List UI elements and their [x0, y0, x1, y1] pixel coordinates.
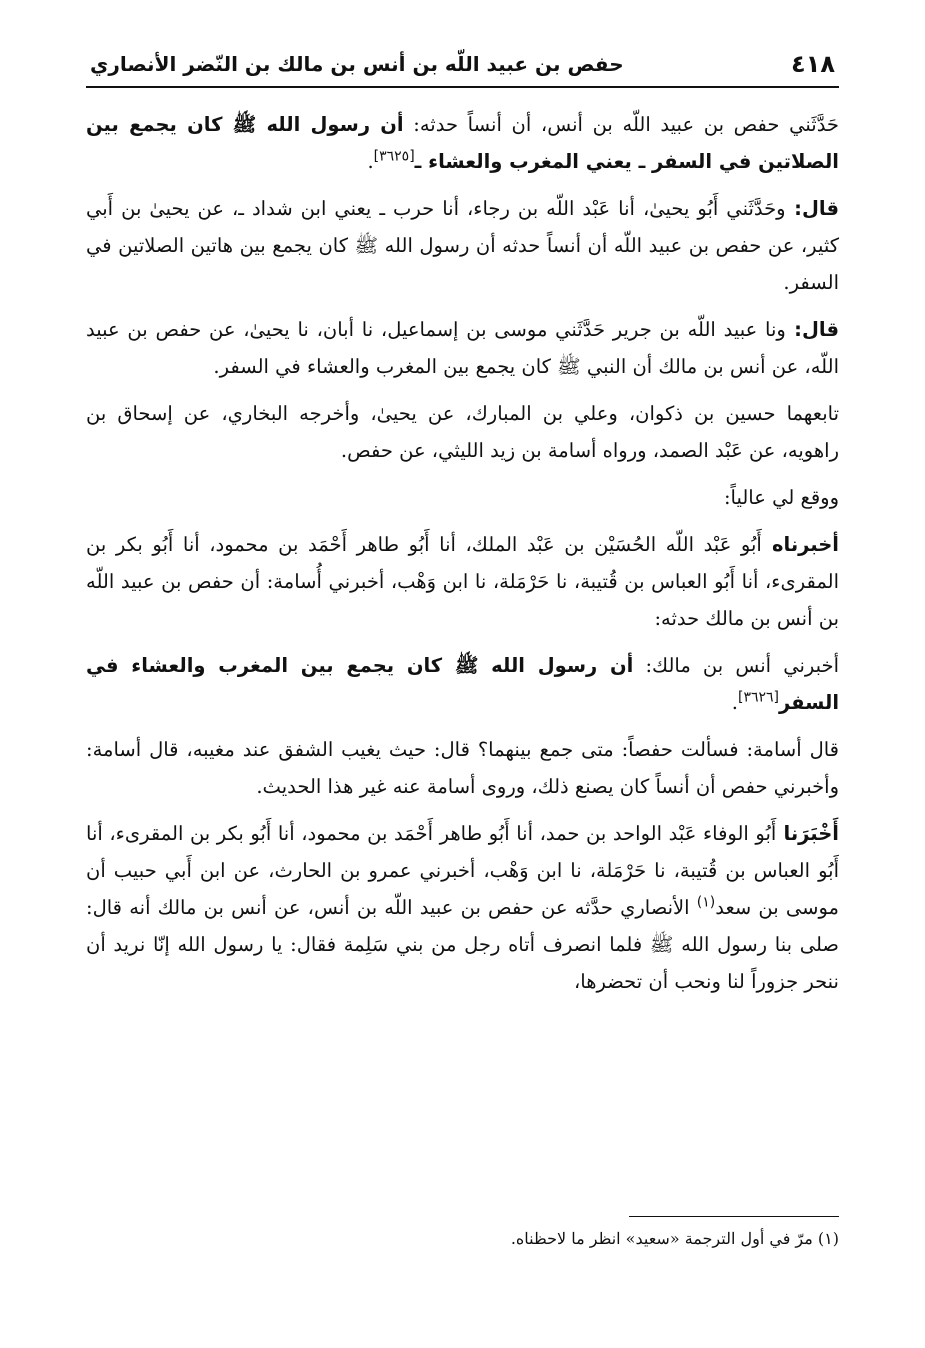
paragraph-text: ونا عبيد اللّه بن جرير حَدَّثَني موسى بن إسماعيل، نا أبان، نا يحيىٰ، عن حفص بن عبيد اللّه، عن أنس بن مالك أن النبي ﷺ كان يجمع بين المغرب والعشاء في السفر.: [86, 318, 839, 378]
paragraph-lead: أخبرناه: [761, 533, 839, 556]
hadith-text: أن رسول الله ﷺ كان يجمع بين الصلاتين في السفر ـ يعني المغرب والعشاء ـ: [86, 113, 839, 173]
paragraph: [86, 647, 839, 721]
paragraph: [86, 395, 839, 469]
footnote-marker: (١): [696, 894, 716, 911]
paragraph-text: قال أسامة: فسألت حفصاً: متى جمع بينهما؟ قال: حيث يغيب الشفق عند مغيبه، قال أسامة: وأخبرني حفص أن أنساً كان يصنع ذلك، وروى أسامة عنه غير هذا الحديث.: [86, 738, 839, 798]
paragraph-text: أَبُو الوفاء عَبْد الواحد بن حمد، أنا أَبُو طاهر أَحْمَد بن محمود، أنا أَبُو بكر بن المقرىء، أنا أَبُو العباس بن قُتيبة، نا حَرْمَلة، نا ابن وَهْب، أخبرني عمرو بن الحارث، عن ابن أَبي حبيب أن موسى بن سعد: [86, 822, 839, 919]
paragraph-text: وحَدَّثَني أَبُو يحيىٰ، أنا عَبْد اللّه بن رجاء، أنا حرب ـ يعني ابن شداد ـ، عن يحيىٰ بن أَبي كثير، عن حفص بن عبيد اللّه أن أنساً حدثه أن رسول الله ﷺ كان يجمع بين هاتين الصلاتين في السفر.: [86, 197, 839, 294]
paragraph-lead: قال:: [785, 318, 839, 341]
paragraph: [86, 479, 839, 516]
main-text: [86, 106, 839, 1010]
footnote-divider: [629, 1216, 839, 1217]
paragraph: [86, 311, 839, 385]
paragraph-text: حَدَّثَني حفص بن عبيد اللّه بن أنس، أن أنساً حدثه:: [403, 113, 839, 136]
hadith-number: [٣٦٢٥]: [373, 148, 415, 165]
paragraph-text: .: [367, 150, 374, 173]
paragraph-text: ووقع لي عالياً:: [723, 486, 839, 509]
paragraph: [86, 106, 839, 180]
paragraph: [86, 526, 839, 637]
paragraph-text: أَبُو عَبْد اللّه الحُسَيْن بن عَبْد الملك، أنا أَبُو طاهر أَحْمَد بن محمود، أنا أَبُو بكر بن المقرىء، أنا أَبُو العباس بن قُتيبة، نا حَرْمَلة، نا ابن وَهْب، أخبرني أُسامة: أن حفص بن عبيد اللّه بن أنس بن مالك حدثه:: [86, 533, 839, 630]
paragraph-lead: قال:: [785, 197, 839, 220]
paragraph-text: أخبرني أنس بن مالك:: [633, 654, 839, 677]
paragraph: [86, 190, 839, 301]
page-number: ٤١٨: [791, 50, 835, 78]
hadith-number: [٣٦٢٦]: [737, 689, 779, 706]
paragraph-lead: أَخْبَرَنا: [776, 822, 839, 845]
paragraph: [86, 815, 839, 1000]
page-header: [86, 48, 839, 88]
paragraph-text: تابعهما حسين بن ذكوان، وعلي بن المبارك، عن يحيىٰ، وأخرجه البخاري، عن إسحاق بن راهويه، عن عَبْد الصمد، ورواه أسامة بن زيد الليثي، عن حفص.: [86, 402, 839, 462]
footnote-text: (١) مرّ في أول الترجمة «سعيد» انظر ما لاحظناه.: [510, 1229, 839, 1248]
hadith-text: أن رسول الله ﷺ كان يجمع بين المغرب والعشاء في السفر: [86, 654, 839, 714]
paragraph-text: .: [731, 691, 738, 714]
paragraph: [86, 731, 839, 805]
paragraph-text: الأنصاري حدَّثه عن حفص بن عبيد اللّه بن أنس، عن أنس بن مالك أنه قال: صلى بنا رسول الله ﷺ فلما انصرف أتاه رجل من بني سَلِمة فقال: يا رسول الله إنّا نريد أن ننحر جزوراً لنا ونحب أن تحضرها،: [86, 896, 839, 993]
footnote: [86, 1226, 839, 1252]
running-title: حفص بن عبيد اللّه بن أنس بن مالك بن النّضر الأنصاري: [90, 52, 624, 76]
